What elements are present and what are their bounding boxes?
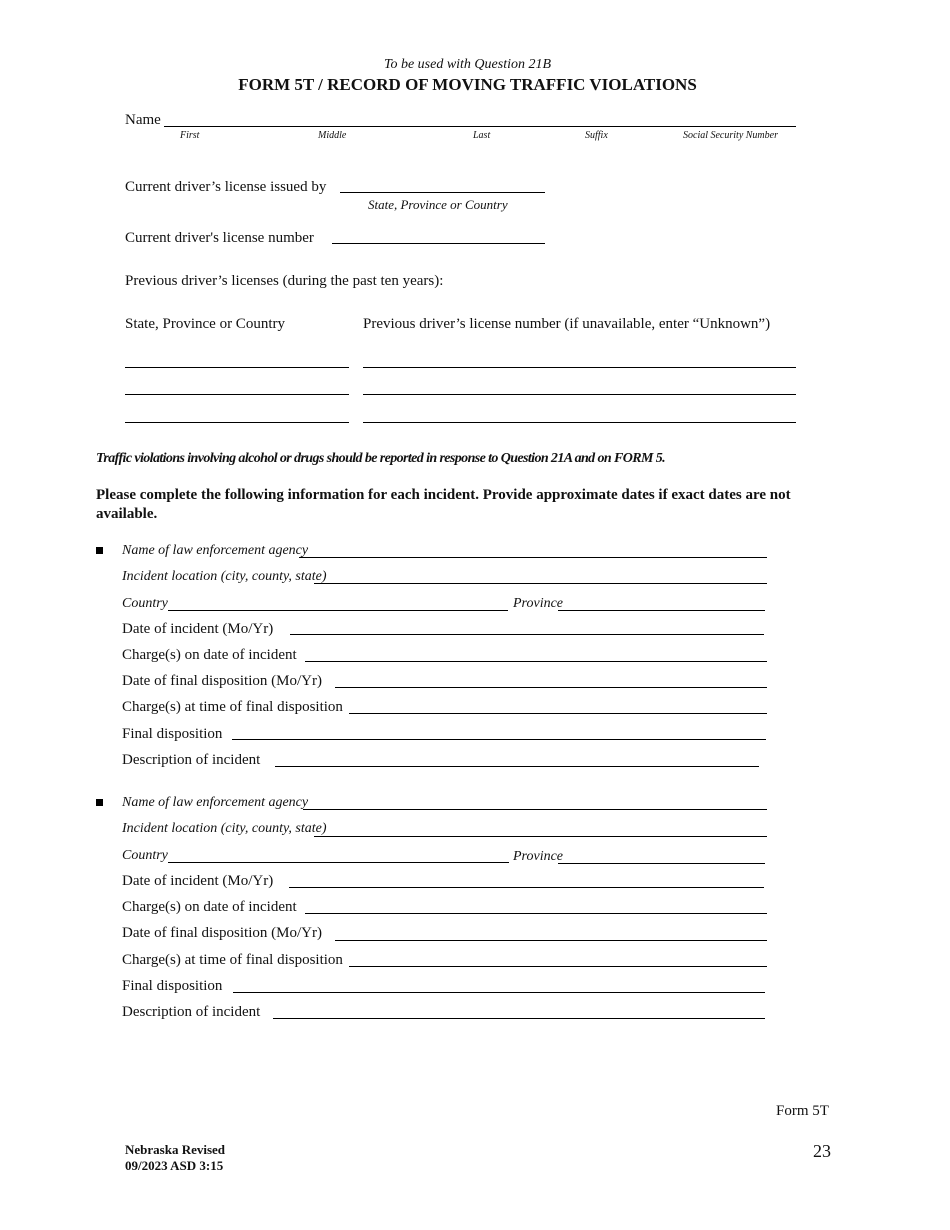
- name-input[interactable]: [166, 110, 798, 130]
- location-input[interactable]: [316, 819, 769, 839]
- license-issued-input[interactable]: [342, 176, 547, 196]
- prev-state-input[interactable]: [127, 350, 351, 370]
- incident-date-label: Date of incident (Mo/Yr): [122, 621, 274, 637]
- revision-line-2: 09/2023 ASD 3:15: [125, 1158, 224, 1173]
- final-disposition-input[interactable]: [235, 975, 767, 995]
- disposition-date-label: Date of final disposition (Mo/Yr): [122, 925, 322, 941]
- charges-final-input[interactable]: [351, 696, 769, 716]
- charges-final-input[interactable]: [351, 949, 769, 969]
- province-label: Province: [513, 849, 564, 864]
- province-input[interactable]: [560, 846, 767, 866]
- final-disposition-label: Final disposition: [122, 726, 223, 742]
- col-number-header: Previous driver’s license number (if unavailable, enter “Unknown”): [363, 316, 771, 332]
- prev-state-input[interactable]: [127, 377, 351, 397]
- prev-state-input[interactable]: [127, 405, 351, 425]
- description-label: Description of incident: [122, 1004, 261, 1020]
- form-title: FORM 5T / RECORD OF MOVING TRAFFIC VIOLATIONS: [238, 75, 697, 94]
- prev-number-input[interactable]: [365, 405, 798, 425]
- country-input[interactable]: [170, 845, 511, 865]
- charges-date-label: Charge(s) on date of incident: [122, 899, 297, 915]
- incident-date-label: Date of incident (Mo/Yr): [122, 873, 274, 889]
- country-label: Country: [122, 596, 168, 611]
- name-label: Name: [125, 112, 161, 128]
- location-input[interactable]: [316, 566, 769, 586]
- charges-final-label: Charge(s) at time of final disposition: [122, 699, 343, 715]
- license-issued-sublabel: State, Province or Country: [368, 197, 508, 212]
- agency-label: Name of law enforcement agency: [122, 795, 309, 810]
- charges-date-input[interactable]: [307, 896, 769, 916]
- incident-bullet: [96, 799, 103, 806]
- form-label-footer: Form 5T: [776, 1103, 829, 1119]
- name-sublabel-middle: Middle: [318, 130, 347, 141]
- agency-input[interactable]: [305, 792, 769, 812]
- disposition-date-label: Date of final disposition (Mo/Yr): [122, 673, 322, 689]
- province-input[interactable]: [560, 593, 767, 613]
- prev-number-input[interactable]: [365, 350, 798, 370]
- form-subtitle: To be used with Question 21B: [383, 57, 552, 72]
- name-sublabel-first: First: [180, 130, 200, 141]
- name-sublabel-last: Last: [473, 130, 491, 141]
- col-state-header: State, Province or Country: [125, 316, 285, 332]
- page-number: 23: [813, 1141, 831, 1161]
- license-number-label: Current driver's license number: [125, 230, 314, 246]
- country-label: Country: [122, 848, 168, 863]
- previous-licenses-label: Previous driver’s licenses (during the past ten years):: [125, 273, 444, 289]
- location-label: Incident location (city, county, state): [122, 569, 327, 584]
- description-label: Description of incident: [122, 752, 261, 768]
- disposition-date-input[interactable]: [337, 923, 769, 943]
- revision-line-1: Nebraska Revised: [125, 1142, 226, 1157]
- instruction-text: Please complete the following information for each incident. Provide approximate dates if exact dates are not available.: [96, 487, 791, 522]
- license-issued-label: Current driver’s license issued by: [125, 179, 327, 195]
- charges-date-label: Charge(s) on date of incident: [122, 647, 297, 663]
- incident-date-input[interactable]: [291, 870, 766, 890]
- final-disposition-label: Final disposition: [122, 978, 223, 994]
- charges-final-label: Charge(s) at time of final disposition: [122, 952, 343, 968]
- agency-label: Name of law enforcement agency: [122, 543, 309, 558]
- disposition-date-input[interactable]: [337, 670, 769, 690]
- prev-number-input[interactable]: [365, 377, 798, 397]
- country-input[interactable]: [170, 593, 510, 613]
- description-input[interactable]: [277, 749, 761, 769]
- incident-date-input[interactable]: [292, 617, 766, 637]
- description-input[interactable]: [275, 1001, 767, 1021]
- final-disposition-input[interactable]: [234, 722, 768, 742]
- name-sublabel-ssn: Social Security Number: [683, 130, 778, 141]
- license-number-input[interactable]: [334, 227, 547, 247]
- name-sublabel-suffix: Suffix: [585, 130, 608, 141]
- charges-date-input[interactable]: [307, 644, 769, 664]
- location-label: Incident location (city, county, state): [122, 821, 327, 836]
- incident-bullet: [96, 547, 103, 554]
- agency-input[interactable]: [301, 540, 769, 560]
- alcohol-drugs-notice: Traffic violations involving alcohol or drugs should be reported in response to Question 21A and on FORM 5.: [96, 451, 666, 466]
- province-label: Province: [513, 596, 564, 611]
